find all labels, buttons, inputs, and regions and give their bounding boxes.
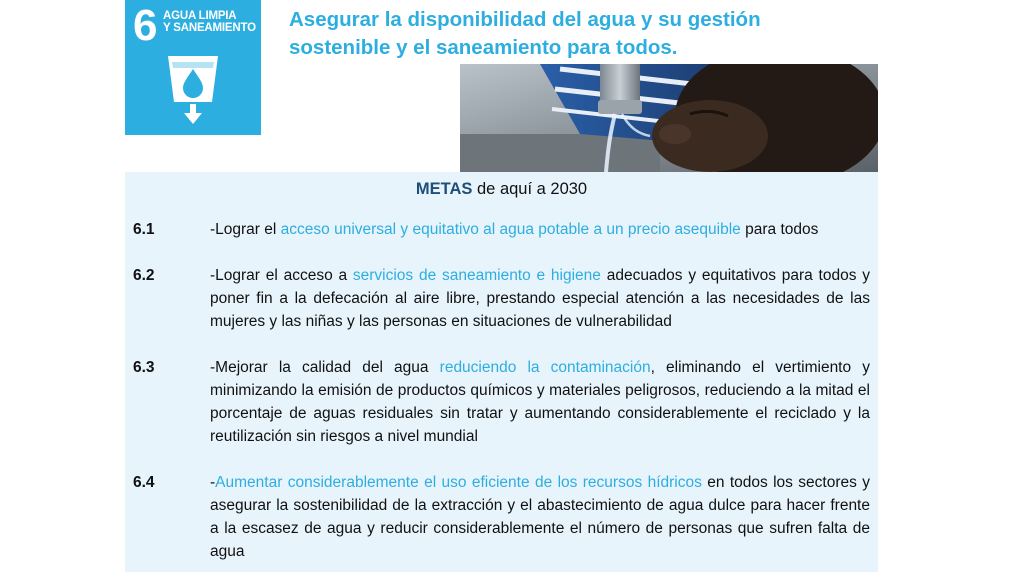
target-description [210, 264, 870, 333]
metas-panel [125, 172, 878, 572]
target-text: - [210, 474, 216, 491]
target-highlight: reduciendo la contaminación [439, 359, 651, 376]
sdg-name [163, 10, 259, 34]
target-description [210, 218, 870, 241]
sdg-name-line2: Y SANEAMIENTO [163, 22, 256, 34]
target-highlight: servicios de saneamiento e higiene [352, 267, 601, 284]
target-text: -Lograr el acceso a [210, 267, 353, 284]
target-highlight: Aumentar considerablemente el uso eficiente de los recursos hídricos [215, 474, 702, 491]
target-text: , eliminando el vertimiento y minimizando la emisión de productos químicos y materiales peligrosos, reduciendo a la mitad el porcentaje de aguas residuales sin tratar y aumentando considerablemente el reciclado y la reutilización sin riesgos a nivel mundial [210, 359, 870, 445]
target-highlight: acceso universal y equitativo al agua potable a un precio asequible [280, 221, 741, 238]
metas-heading [125, 180, 878, 199]
target-number: 6.4 [133, 474, 155, 491]
child-drinking-from-tap-photo [460, 64, 878, 172]
target-text: para todos [740, 221, 819, 238]
target-text: -Lograr el [210, 221, 281, 238]
metas-heading-rest: de aquí a 2030 [472, 180, 588, 198]
sdg-name-line1: AGUA LIMPIA [163, 10, 237, 22]
water-glass-drop-icon [165, 50, 221, 126]
target-text: adecuados y equitativos para todos y poner fin a la defecación al aire libre, prestando especial atención a las necesidades de las mujeres y las niñas y las personas en situaciones de vulnerabilidad [210, 267, 870, 330]
target-text: en todos los sectores y asegurar la sostenibilidad de la extracción y el abastecimiento de agua dulce para hacer frente a la escasez de agua y reducir considerablemente el número de personas que sufren falta de agua [210, 474, 870, 560]
target-number: 6.2 [133, 267, 155, 284]
target-number: 6.1 [133, 221, 155, 238]
target-number: 6.3 [133, 359, 155, 376]
page-title [289, 6, 849, 62]
sdg-number: 6 [133, 1, 158, 50]
sdg-6-logo-tile [125, 0, 261, 135]
title-line1: Asegurar la disponibilidad del agua y su gestión [289, 8, 761, 31]
title-line2: sostenible y el saneamiento para todos. [289, 36, 678, 59]
target-text: -Mejorar la calidad del agua [210, 359, 440, 376]
metas-heading-strong: METAS [415, 180, 473, 198]
target-description [210, 356, 870, 448]
target-description [210, 471, 870, 563]
